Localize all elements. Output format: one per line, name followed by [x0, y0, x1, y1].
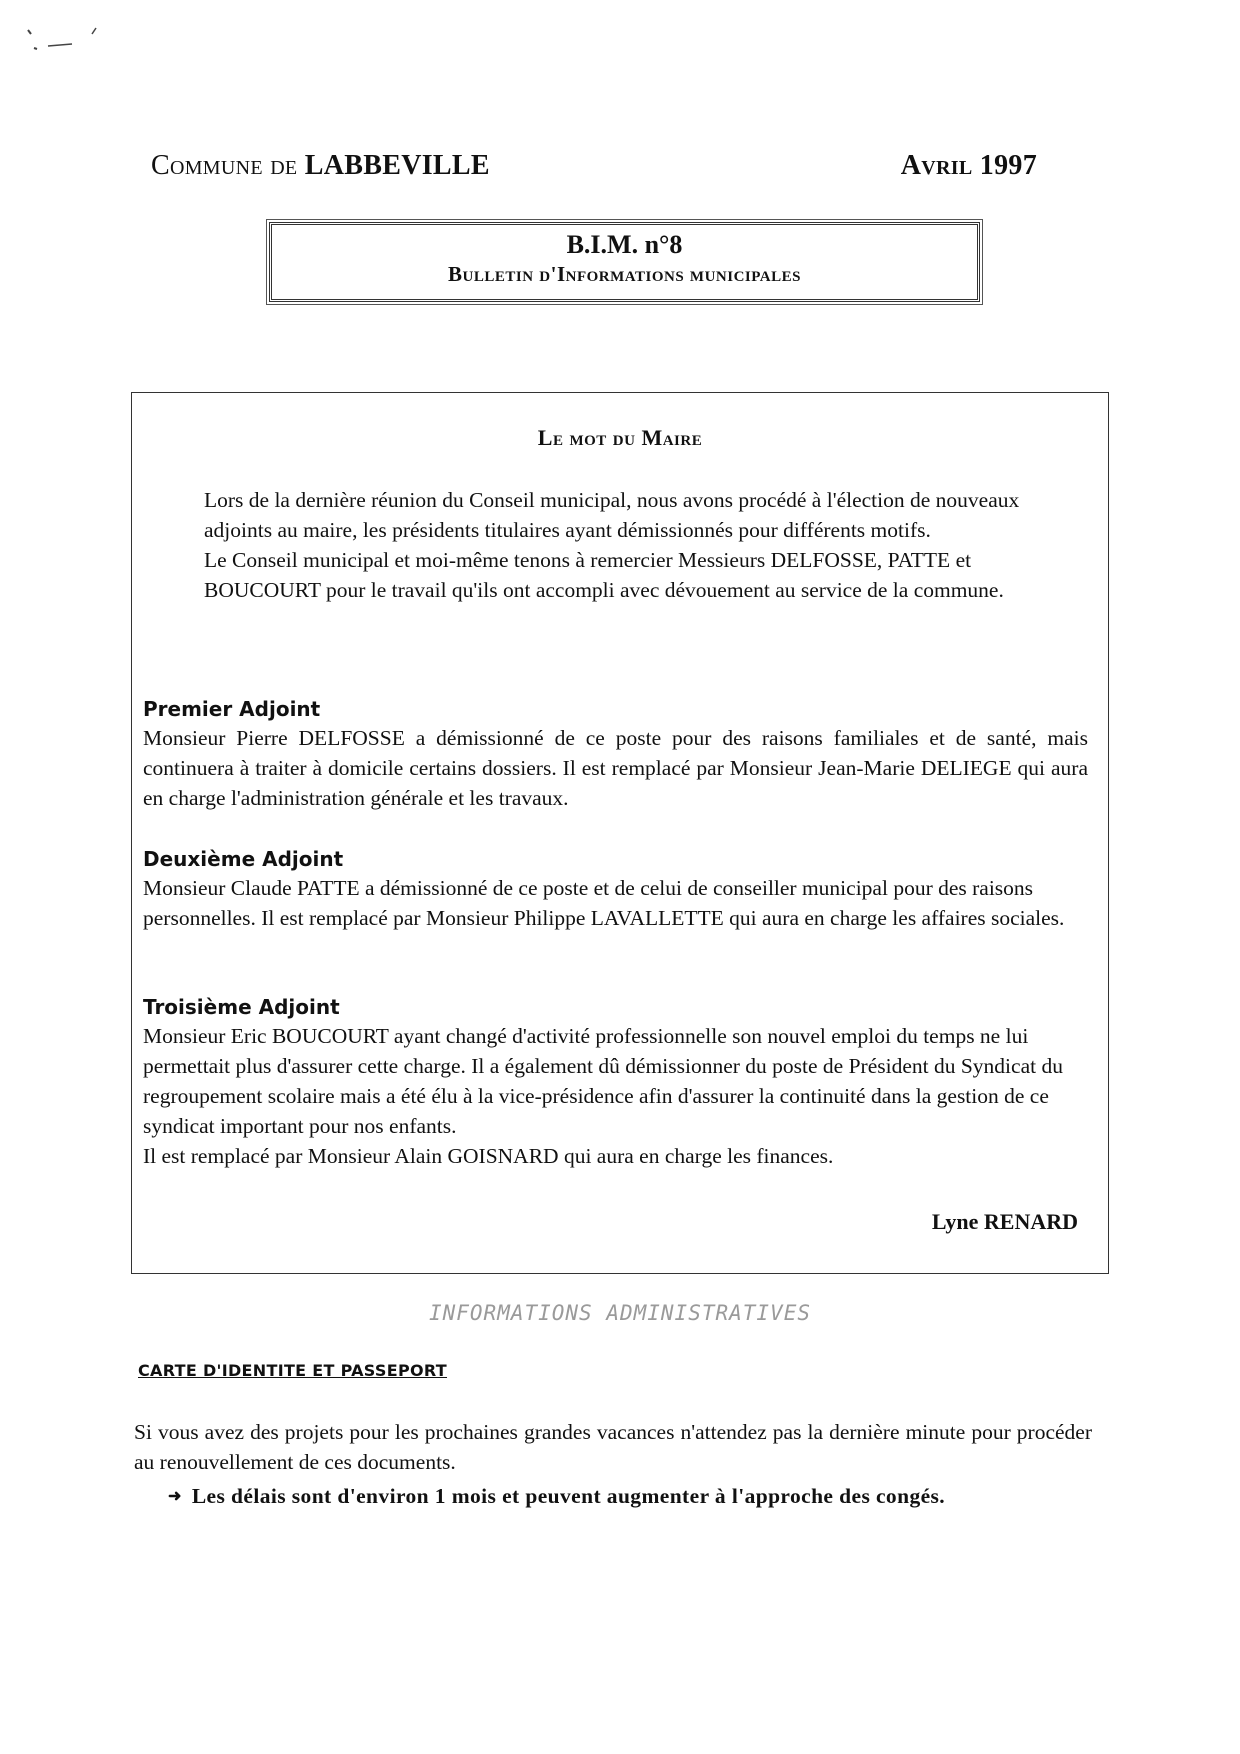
- scan-artifact-marks: [26, 26, 116, 76]
- carte-identite-title: CARTE D'IDENTITE ET PASSEPORT: [138, 1361, 448, 1380]
- mayor-intro: [204, 485, 1084, 605]
- section-text: Monsieur Pierre DELFOSSE a démissionné de ce poste pour des raisons familiales et de santé, mais continuera à traiter à domicile certains dossiers. Il est remplacé par Monsieur Jean-Marie DELIEGE qui aura en charge l'administration générale et les travaux.: [143, 726, 1088, 810]
- section-premier-adjoint: [143, 695, 1088, 813]
- commune-label: [151, 150, 490, 182]
- document-header: [151, 150, 1037, 182]
- bulletin-title-box: [269, 222, 980, 302]
- mayor-word-box: [131, 392, 1109, 1274]
- section-text: Monsieur Claude PATTE a démissionné de ce poste et de celui de conseiller municipal pour des raisons personnelles. Il est remplacé par Monsieur Philippe LAVALLETTE qui aura en charge les affaires sociales.: [143, 876, 1065, 930]
- section-text: Monsieur Eric BOUCOURT ayant changé d'activité professionnelle son nouvel emploi du temps ne lui permettait plus d'assurer cette charge. Il a également dû démissionner du poste de Président du Syndicat du regroupement scolaire mais a été élu à la vice-présidence afin d'assurer la continuité dans la gestion de ce syndicat important pour nos enfants.: [143, 1024, 1063, 1138]
- section-text-continued: Il est remplacé par Monsieur Alain GOISNARD qui aura en charge les finances.: [143, 1144, 834, 1168]
- info-section-header: INFORMATIONS ADMINISTRATIVES: [428, 1301, 811, 1325]
- mayor-signature: Lyne RENARD: [931, 1209, 1078, 1234]
- carte-note-text: Les délais sont d'environ 1 mois et peuvent augmenter à l'approche des congés.: [191, 1484, 946, 1508]
- carte-identite-note: [168, 1484, 945, 1509]
- section-deuxieme-adjoint: [143, 845, 1088, 933]
- section-heading: Premier Adjoint: [143, 697, 321, 721]
- mayor-intro-paragraph-2: Le Conseil municipal et moi-même tenons à remercier Messieurs DELFOSSE, PATTE et BOUCOURT pour le travail qu'ils ont accompli avec dévouement au service de la commune.: [204, 548, 1004, 602]
- carte-identite-text: Si vous avez des projets pour les prochaines grandes vacances n'attendez pas la dernière minute pour procéder au renouvellement de ces documents.: [134, 1420, 1092, 1474]
- bulletin-subtitle: Bulletin d'Informations municipales: [448, 262, 801, 286]
- commune-name: LABBEVILLE: [304, 150, 490, 181]
- mayor-intro-paragraph-1: Lors de la dernière réunion du Conseil municipal, nous avons procédé à l'élection de nouveaux adjoints au maire, les présidents titulaires ayant démissionnés pour différents motifs.: [204, 488, 1020, 542]
- section-troisieme-adjoint: [143, 993, 1088, 1171]
- section-heading: Troisième Adjoint: [143, 995, 340, 1019]
- section-heading: Deuxième Adjoint: [143, 847, 344, 871]
- bulletin-number: B.I.M. n°8: [566, 230, 683, 259]
- issue-date: Avril 1997: [900, 150, 1037, 181]
- commune-prefix: Commune de: [151, 150, 298, 181]
- mayor-word-title: Le mot du Maire: [537, 425, 703, 450]
- arrow-right-icon: ➜: [168, 1488, 182, 1505]
